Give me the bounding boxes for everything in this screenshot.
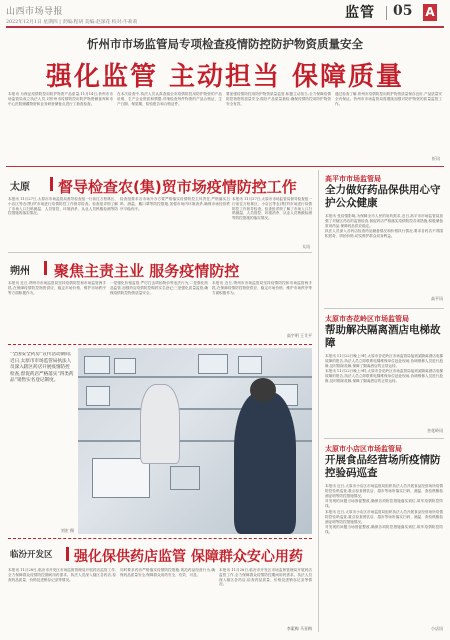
linfen-place-label: 临汾开发区 (10, 550, 53, 560)
shuozhou-signature: 高宇明 王艾平 (286, 333, 312, 338)
lead-col-3 (226, 92, 331, 162)
lead-kicker: 忻州市市场监管局专项检查疫情防控防护物资质量安全 (87, 37, 363, 51)
side2-signature: 杏花岭讯 (427, 428, 443, 433)
photo-caption: “全国安全药房”宣传活动期间,近日,太原市市场监管局执法人员深入辖区药店开展疫情防控检查,督促药店严格落实“四类药品”销售实名登记制度。 (10, 352, 74, 384)
header-rule (6, 26, 444, 28)
linfen-col-3 (219, 568, 312, 624)
side1-body (325, 214, 443, 294)
page-number: 05 (393, 3, 413, 19)
side3-paragraph: 对发现的问题当场督促整改,确保各项防控措施落实到位,筑牢疫情防控防线。 (325, 499, 443, 509)
section-divider (8, 252, 312, 253)
lead-paragraph: 通过检查了解,忻州市疫情防控用防护物资质量保存良好,产品质量安全有保证。忻州市市场监管局将继续加强对防护物资的质量监管工作。 (335, 92, 442, 106)
shuozhou-title: 聚焦主责主业 服务疫情防控 (54, 262, 240, 280)
medicine-box (198, 354, 228, 374)
taiyuan-place-label: 太原 (10, 182, 30, 193)
linfen-paragraph: 同时要求药店严格落实疫情防控措施,规范药品经营行为,确保药品质量安全,保障群众用药安全、有效、可及。 (120, 568, 215, 577)
side3-paragraph: 对发现的问题当场督促整改,确保各项防控措施落实到位,筑牢疫情防控防线。 (325, 525, 443, 535)
taiyuan-title: 督导检查农(集)贸市场疫情防控工作 (58, 178, 297, 196)
taiyuan-paragraph: 本报讯 11月27日,太原市市场监管局督导检查组一行前往万柏林区、小店区等农(集)贸市场进行疫情防控工作督导检查。检查组详细了解了市场入口扫码测温、人员管控、环境消杀、从业人员核酸检测等防控措施的落实情况。 (232, 197, 312, 221)
side3-paragraph: 本报讯 近日,太原市小店区市场监管局组织执法人员开展食品经营场所疫情防控验码巡查,重点检查餐饮店、超市等场所落实扫码、测温、查验核酸检测证明等防控措施情况。 (325, 509, 443, 524)
side-divider (324, 308, 444, 309)
side1-kicker: 高平市市场监管局 (325, 175, 381, 183)
side3-body (325, 484, 443, 622)
side-divider (324, 438, 444, 439)
linfen-paragraph: 本报讯 11月28日,临汾市开发区市场监督管理局开展药店监管工作,全力保障群众疫情防控期间用药需求。执法人员深入辖区各药店,检查药品质量、价格及进销存记录等情况。 (219, 568, 312, 587)
linfen-title: 强化保供药店监管 保障群众安心用药 (74, 549, 303, 565)
linfen-paragraph: 本报讯 11月28日,临汾市开发区市场监督管理局开展药店监管工作,全力保障群众疫情防控期间用药需求。执法人员深入辖区各药店,检查药品质量、价格及进销存记录等情况。 (8, 568, 116, 582)
lead-col-1 (8, 92, 113, 162)
photo-credit: 刘宏 摄 (60, 528, 74, 533)
newspaper-brand: 山西市场导报 (6, 7, 64, 17)
taiyuan-signature: 太讯 (302, 244, 310, 249)
shuozhou-col-3 (212, 281, 312, 331)
lead-col-4 (335, 92, 442, 150)
shuozhou-paragraph: 本报讯 近日,朔州市市场监管局坚持疫情防控和市场监管两手抓,在保障疫情防控物资供应、稳定市场价格、维护市场秩序等方面积极作为。 (8, 281, 106, 295)
side3-signature: 小店讯 (431, 626, 443, 631)
side2-paragraph: 本报讯 11月22日晚上9时,太原市杏花岭区市场监管局接到某隔离酒店电梯故障的报告,执法人员立即联系电梯维保单位赶赴现场,协调维修人员进行抢修,及时排除故障,保障了隔离酒店的正常运转。 (325, 354, 443, 368)
linfen-col-1 (8, 568, 116, 630)
lead-paragraph: 在本次检查中,执法人员认真查阅全市疫情防控用防护物资的产品说明、生产企业资质和票据,详细检查每件物资的产品合格证、生产日期、保质期、检验报告和合格证件。 (117, 92, 222, 106)
medicine-packages (170, 466, 200, 490)
taiyuan-col-2 (120, 197, 230, 241)
shelf-line (78, 376, 312, 378)
side2-paragraph: 本报讯 11月22日晚上9时,太原市杏花岭区市场监管局接到某隔离酒店电梯故障的报告,执法人员立即联系电梯维保单位赶赴现场,协调维修人员进行抢修,及时排除故障,保障了隔离酒店的正常运转。 (325, 369, 443, 383)
side2-kicker: 太原市杏花岭区市场监管局 (325, 315, 409, 323)
medicine-box (114, 358, 136, 374)
side1-signature: 高平讯 (431, 296, 443, 301)
lead-title: 强化监管 主动担当 保障质量 (45, 62, 405, 92)
side3-paragraph: 本报讯 近日,太原市小店区市场监管局组织执法人员开展食品经营场所疫情防控验码巡查,重点检查餐饮店、超市等场所落实扫码、测温、查验核酸检测证明等防控措施情况。 (325, 484, 443, 498)
inspector-figure (234, 392, 296, 534)
section-name: 监管 (345, 5, 375, 21)
medicine-box (238, 356, 262, 374)
medicine-box (84, 356, 110, 374)
side3-title: 开展食品经营场所疫情防控验码巡查 (325, 454, 441, 479)
side3-kicker: 太原市小店区市场监管局 (325, 445, 402, 453)
lead-paragraph: 要加强疫情防控用防护物资质量监管,积极主动担当,全力保障疫情防控物资的质量安全,做好产品质量抽检,确保疫情防控用防护物资安全有效。 (226, 92, 331, 106)
taiyuan-paragraph: 检查组要求各市场开办方要严格落实疫情防控主体责任,严格落实扫码、测温、戴口罩等防控措施,加强市场内环境消杀,确保市场经营秩序平稳有序。 (120, 197, 230, 211)
page-letter-badge: A (423, 4, 437, 21)
taiyuan-col-1 (8, 197, 118, 241)
linfen-title-bar (66, 547, 69, 561)
lead-bottom-rule (6, 166, 444, 167)
shuozhou-title-bar (44, 261, 47, 275)
pharmacy-inspection-photo (78, 348, 312, 534)
issue-date-line: 2022年12月1日 星期四 | 责编:程胡 美编:赵深花 校对:牛莉莉 (6, 20, 138, 25)
column-divider (318, 170, 319, 632)
taiyuan-col-3 (232, 197, 312, 241)
linfen-signature: 李素梅 马亚梅 (286, 626, 312, 631)
shuozhou-col-1 (8, 281, 106, 337)
side1-paragraph: 本报讯 受疫情影响,为保障全市人民的用药需求,近日,高平市市场监管局加强了对辖区药店的监督检查,督促药店严格落实疫情防控各项措施,积极储备常用药品,保障药品供应稳定。 (325, 214, 443, 228)
linfen-col-2 (120, 568, 215, 630)
shuozhou-col-2 (110, 281, 208, 337)
photo-border-top (8, 344, 312, 345)
medicine-box (86, 386, 110, 406)
inspector-head (250, 378, 276, 402)
taiyuan-title-bar (50, 177, 53, 191)
pharmacist-figure (140, 384, 180, 464)
photo-border-bottom (8, 538, 312, 539)
header-divider (386, 6, 387, 20)
lead-col-2 (117, 92, 222, 162)
taiyuan-paragraph: 本报讯 11月27日,太原市市场监管局督导检查组一行前往万柏林区、小店区等农(集)贸市场进行疫情防控工作督导检查。检查组详细了解了市场入口扫码测温、人员管控、环境消杀、从业人员核酸检测等防控措施的落实情况。 (8, 197, 118, 216)
shuozhou-paragraph: 本报讯 近日,朔州市市场监管局坚持疫情防控和市场监管两手抓,在保障疫情防控物资供应、稳定市场价格、维护市场秩序等方面积极作为。 (212, 281, 312, 295)
lead-paragraph: 本报讯 为保证疫情防控用防护物资产品质量,11月14日,忻州市市场监管局成立执法人员,对忻州市疫情防控用防护物资储备库和市中心医院储藏物资和业务研营储备点进行了抽查检查。 (8, 92, 113, 106)
lead-signature: 忻讯 (432, 156, 440, 161)
counter-panel (92, 458, 150, 498)
shuozhou-paragraph: 一是强化价格监管,严厉打击哄抬物价等违法行为;二是强化药品监管,加强药店疫情防控购药实名登记;三是强化质量监管,确保疫情防控物资质量安全。 (110, 281, 208, 295)
side2-title: 帮助解决隔离酒店电梯故障 (325, 324, 441, 349)
side1-title: 全力做好药品保供用心守护公众健康 (325, 184, 441, 209)
side1-paragraph: 执法人员深入各药店检查药品储备情况和价格执行情况,要求各药店不得囤积居奇、哄抬价格,切实维护群众切身利益。 (325, 229, 443, 239)
side2-body (325, 354, 443, 424)
shuozhou-place-label: 朔州 (10, 266, 30, 277)
